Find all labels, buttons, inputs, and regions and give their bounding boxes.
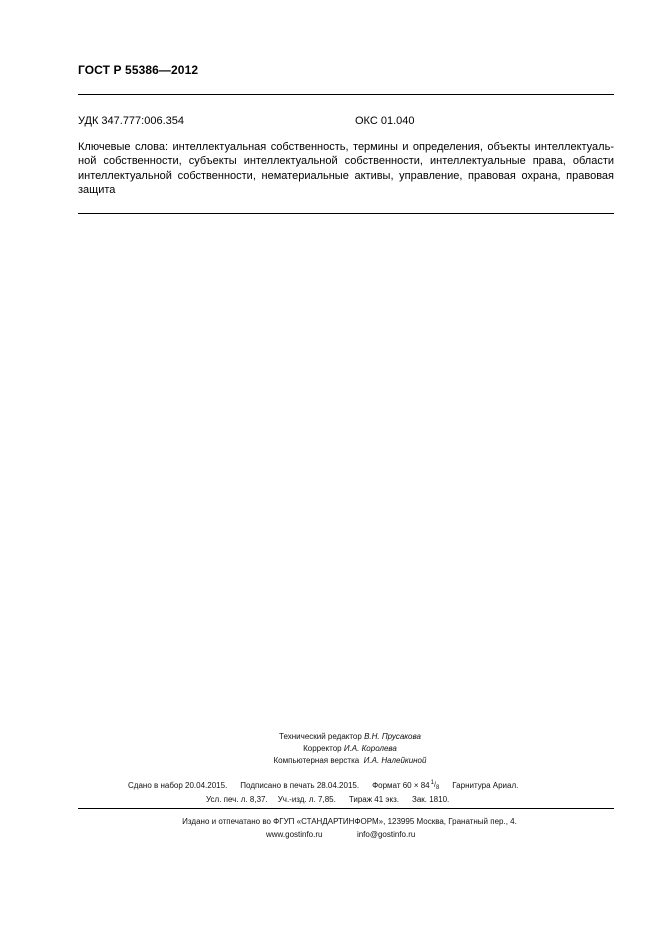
credit-role: Технический редактор: [279, 732, 362, 741]
keywords-line: Ключевые слова: интеллектуальная собственность, термины и определения, объекты интеллектуаль-: [78, 141, 614, 153]
credit-name: И.А. Налейкиной: [363, 756, 427, 765]
credit-role: Компьютерная верстка: [273, 756, 360, 765]
print-info-row-2: [206, 795, 449, 804]
typeface: Гарнитура Ариал.: [452, 781, 519, 790]
publishing-sheets: Уч.-изд. л. 7,85.: [277, 795, 336, 804]
order-number: Зак. 1810.: [412, 795, 450, 804]
signed-date: Подписано в печать 28.04.2015.: [240, 781, 360, 790]
print-info-row-1: [128, 780, 518, 791]
footer-divider: [78, 808, 614, 809]
keywords-line: интеллектуальной собственности, нематериальные активы, управление, правовая охрана, правовая: [78, 169, 614, 182]
credit-role: Корректор: [303, 744, 342, 753]
credit-technical-editor: [0, 731, 661, 743]
publisher-contacts: [266, 830, 415, 839]
printed-sheets: Усл. печ. л. 8,37.: [206, 795, 268, 804]
keywords-line: защита: [78, 183, 116, 196]
fraction-numerator: 1: [430, 780, 434, 786]
credit-layout: [0, 755, 661, 767]
document-code: ГОСТ Р 55386—2012: [78, 63, 199, 77]
keywords-line: ной собственности, субъекты интеллектуальной собственности, интеллектуальные права, области: [78, 155, 614, 168]
publisher-line: Издано и отпечатано во ФГУП «СТАНДАРТИНФОРМ», 123995 Москва, Гранатный пер., 4.: [182, 817, 517, 826]
format-fraction: $^1/_8$: [430, 780, 440, 791]
submitted-date: Сдано в набор 20.04.2015.: [128, 781, 228, 790]
paper-format: Формат 60 × 84: [372, 781, 430, 790]
keywords-paragraph: [78, 140, 614, 197]
credit-proofreader: [0, 743, 661, 755]
oks-code: ОКС 01.040: [355, 115, 415, 127]
website-link[interactable]: www.gostinfo.ru: [266, 830, 323, 839]
credit-name: И.А. Королева: [343, 744, 397, 753]
print-run: Тираж 41 экз.: [348, 795, 399, 804]
email-link[interactable]: info@gostinfo.ru: [356, 830, 416, 839]
keywords-divider: [78, 213, 614, 214]
fraction-denominator: 8: [435, 785, 440, 791]
credit-name: В.Н. Прусакова: [364, 732, 421, 741]
udk-code: УДК 347.777:006.354: [78, 115, 184, 127]
header-divider: [78, 94, 614, 95]
